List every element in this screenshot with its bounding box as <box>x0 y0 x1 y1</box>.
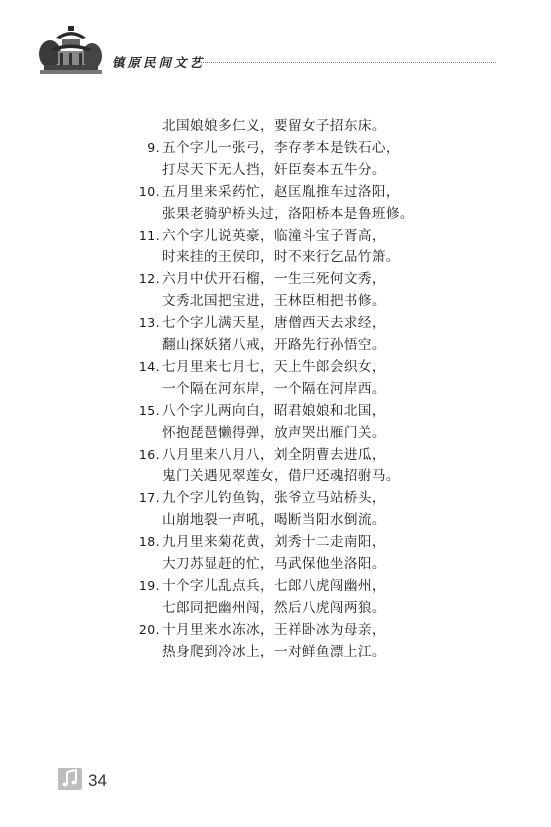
verse-line <box>130 466 400 486</box>
verse-number: 9. <box>147 139 160 155</box>
verse-text: 热身爬到冷冰上，一对鲜鱼漂上江。 <box>162 643 386 660</box>
verse-text: 翻山探妖猪八戒，开路先行孙悟空。 <box>162 337 386 353</box>
verse-line <box>130 642 386 662</box>
verse-text: 五个字儿一张弓，李存孝本是铁石心， <box>162 139 400 156</box>
verse-line <box>130 379 386 399</box>
verse-number: 19. <box>138 577 160 593</box>
verse-number: 15. <box>138 402 160 418</box>
verse-text: 打尽天下无人挡，奸臣奏本五牛分。 <box>162 161 386 178</box>
verse-line <box>130 335 386 355</box>
verse-number: 11. <box>138 227 160 243</box>
verse-text: 一个隔在河东岸，一个隔在河岸西。 <box>162 380 386 397</box>
verse-text: 七月里来七月七，天上牛郎会织女， <box>162 358 386 375</box>
verse-text: 十月里来水冻冰，王祥卧冰为母亲， <box>162 621 386 638</box>
verse-number: 16. <box>138 446 160 462</box>
verse-line <box>130 357 386 377</box>
verse-text: 十个字儿乱点兵，七郎八虎闯幽州， <box>162 577 386 594</box>
verse-line <box>130 576 386 596</box>
verse-line <box>130 247 400 267</box>
verse-line <box>130 138 400 158</box>
verse-text: 六月中伏开石榴，一生三死何文秀， <box>162 271 386 288</box>
verse-text: 北国娘娘多仁义，要留女子招东床。 <box>162 118 386 134</box>
verse-line <box>130 510 386 530</box>
verse-number: 13. <box>138 315 160 331</box>
verse-text: 山崩地裂一声吼，喝断当阳水倒流。 <box>162 512 386 529</box>
verse-line <box>130 445 386 465</box>
verse-text: 文秀北国把宝进，王林臣相把书修。 <box>162 293 386 310</box>
verse-text: 六个字儿说英豪，临潼斗宝子胥高， <box>162 227 386 244</box>
verse-text: 八月里来八月八，刘全阴曹去进瓜， <box>162 446 386 463</box>
verse-line <box>130 291 386 311</box>
verse-text: 九月里来菊花黄，刘秀十二走南阳， <box>162 534 386 551</box>
verse-line <box>130 554 386 574</box>
book-title: 镇原民间文艺 <box>112 55 206 70</box>
header-divider <box>196 62 496 63</box>
verse-number: 18. <box>138 534 160 550</box>
verse-text: 七郎同把幽州闯，然后八虎闯两狼。 <box>162 599 386 616</box>
verse-text: 八个字儿两向白，昭君娘娘和北国， <box>162 402 386 419</box>
verse-text: 怀抱琵琶懒得弹，放声哭出雁门关。 <box>162 424 386 441</box>
music-note-icon <box>58 768 82 790</box>
verse-line <box>130 116 386 136</box>
verse-text: 时来挂的王侯印，时不来行乞品竹箫。 <box>162 249 400 266</box>
verse-line <box>130 182 400 202</box>
verse-line <box>130 401 386 421</box>
verse-line <box>130 160 386 180</box>
verse-number: 14. <box>138 358 160 374</box>
verse-text: 张果老骑驴桥头过，洛阳桥本是鲁班修。 <box>162 205 414 222</box>
verse-number: 10. <box>138 183 160 199</box>
verse-line <box>130 204 414 224</box>
verse-text: 七个字儿满天星，唐僧西天去求经， <box>162 315 386 332</box>
verse-line <box>130 532 386 552</box>
verse-line <box>130 488 386 508</box>
verse-text: 大刀苏显赶的忙，马武保他坐洛阳。 <box>162 556 386 572</box>
pavilion-icon <box>38 24 104 76</box>
verse-line <box>130 423 386 443</box>
verse-text: 五月里来采药忙，赵匡胤推车过洛阳， <box>162 183 400 200</box>
verse-line <box>130 226 386 246</box>
page-header <box>38 24 508 78</box>
verse-line <box>130 598 386 618</box>
verse-number: 20. <box>138 621 160 637</box>
verse-number: 17. <box>138 490 160 506</box>
verse-line <box>130 620 386 640</box>
page-number: 34 <box>88 771 107 790</box>
verse-number: 12. <box>138 271 160 287</box>
verse-text: 九个字儿钓鱼钩，张爷立马站桥头， <box>162 490 386 507</box>
verse-text: 鬼门关遇见翠莲女，借尸还魂招驸马。 <box>162 468 400 485</box>
verse-line <box>130 313 386 333</box>
verse-line <box>130 269 386 289</box>
